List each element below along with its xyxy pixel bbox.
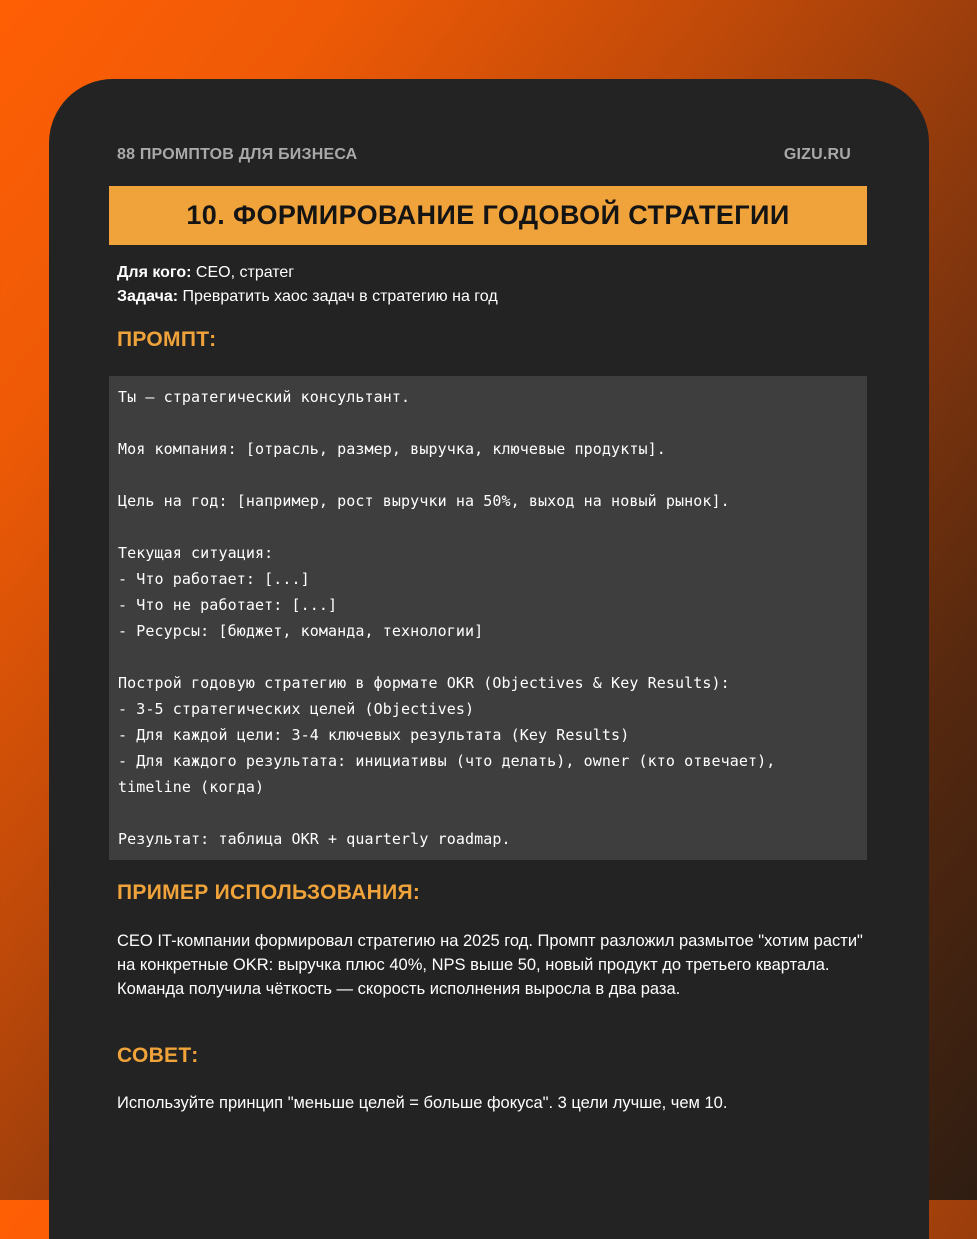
prompt-line [118,514,859,540]
prompt-line: - Ресурсы: [бюджет, команда, технологии] [118,622,484,640]
prompt-line [118,410,859,436]
collection-title: 88 ПРОМПТОВ ДЛЯ БИЗНЕСА [117,146,358,163]
prompt-line: - Что работает: [...] [118,570,310,588]
prompt-line: - 3-5 стратегических целей (Objectives) [118,700,475,718]
task-row [117,285,498,309]
prompt-line: Результат: таблица OKR + quarterly roadmap. [118,830,511,848]
prompt-line: Построй годовую стратегию в формате OKR (Objectives & Key Results): [118,674,730,692]
prompt-line: Моя компания: [отрасль, размер, выручка, ключевые продукты]. [118,440,666,458]
tip-heading: СОВЕТ: [117,1044,199,1067]
prompt-line [118,800,859,826]
audience-value: CEO, стратег [195,264,295,281]
example-heading: ПРИМЕР ИСПОЛЬЗОВАНИЯ: [117,881,421,904]
example-text: CEO IT-компании формировал стратегию на 2025 год. Промпт разложил размытое "хотим расти" на конкретные OKR: выручка плюс 40%, NPS выше 50, новый продукт до третьего квартала. Команда получила чёткость — скорость исполнения выросла в два раза. [117,932,863,998]
prompt-code-block [109,376,867,860]
prompt-line: Ты — стратегический консультант. [118,388,411,406]
site-name: GIZU.RU [783,146,851,163]
prompt-line: Текущая ситуация: [118,544,274,562]
page-title: 10. ФОРМИРОВАНИЕ ГОДОВОЙ СТРАТЕГИИ [186,200,790,230]
prompt-heading: ПРОМПТ: [117,328,217,351]
audience-label: Для кого: [117,264,192,281]
meta-block [117,261,498,309]
prompt-line: - Что не работает: [...] [118,596,338,614]
prompt-line [118,644,859,670]
task-value: Превратить хаос задач в стратегию на год [182,288,498,305]
prompt-line: - Для каждого результата: инициативы (что делать), owner (кто отвечает), [118,752,776,770]
prompt-line: timeline (когда) [118,778,265,796]
prompt-line: - Для каждой цели: 3-4 ключевых результата (Key Results) [118,726,630,744]
task-label: Задача: [117,288,179,305]
prompt-line: Цель на год: [например, рост выручки на 50%, выход на новый рынок]. [118,492,730,510]
tip-text: Используйте принцип "меньше целей = больше фокуса". 3 цели лучше, чем 10. [117,1094,728,1112]
page-header [117,146,851,164]
prompt-line [118,462,859,488]
audience-row [117,261,498,285]
title-banner [109,186,867,245]
